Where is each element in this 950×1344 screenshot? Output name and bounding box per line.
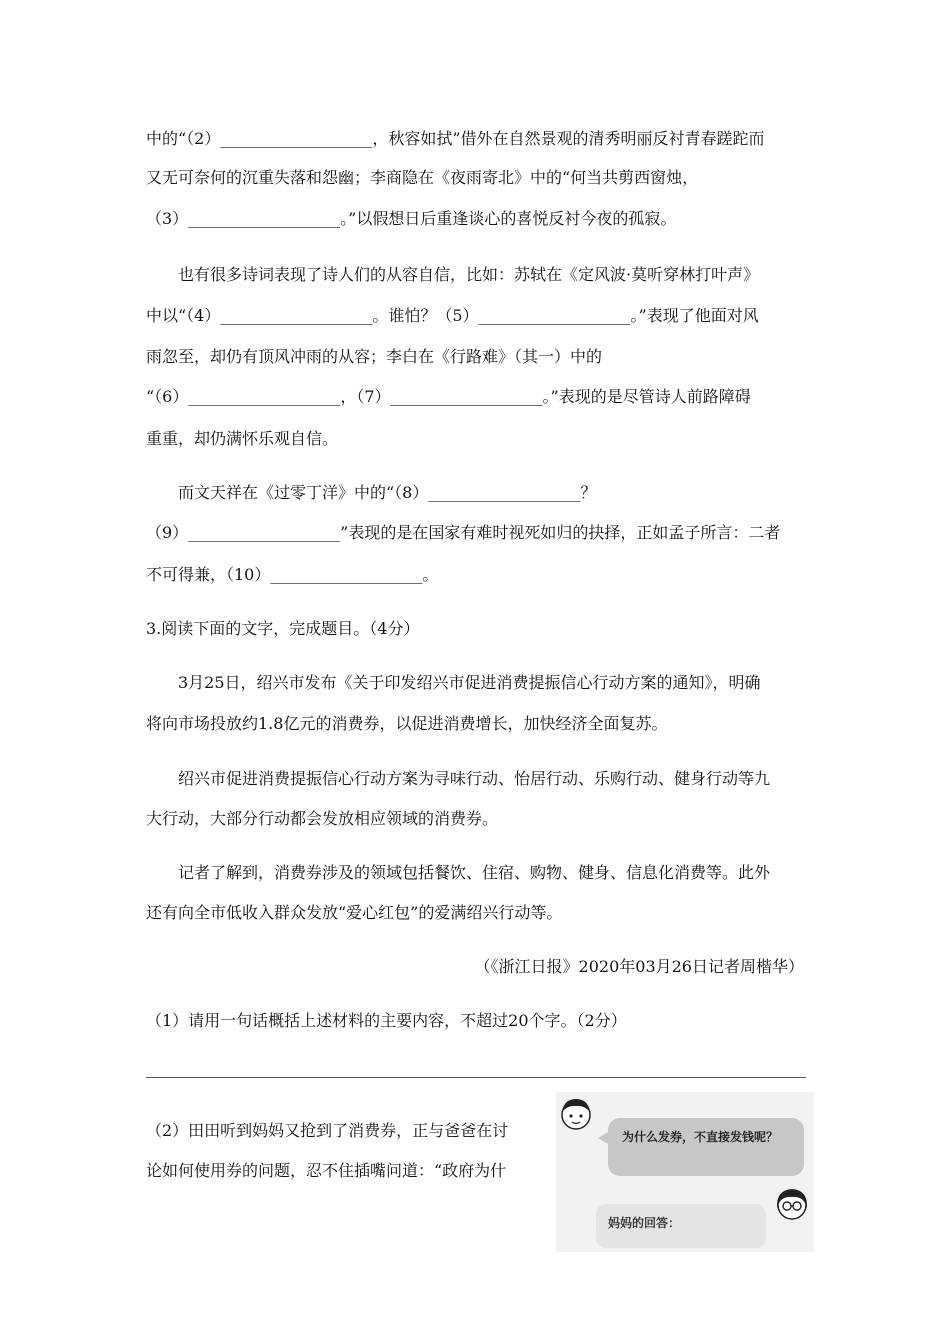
answer-bubble: 妈妈的回答： [596, 1204, 766, 1248]
poem-line: 雨忽至，却仍有顶风冲雨的从容；李白在《行路难》（其一）中的 [146, 347, 603, 366]
question-heading: 3.阅读下面的文字，完成题目。（4分） [146, 619, 420, 638]
sub-question-1: （1）请用一句话概括上述材料的主要内容，不超过20个字。（2分） [146, 1011, 627, 1030]
poem-line: 又无可奈何的沉重失落和怨幽；李商隐在《夜雨寄北》中的“何当共剪西窗烛， [146, 168, 699, 187]
poem-line: （9）___________________”表现的是在国家有难时视死如归的抉择，正如孟子所言：二者 [146, 523, 781, 542]
article-line: 3月25日，绍兴市发布《关于印发绍兴市促进消费提振信心行动方案的通知》，明确 [178, 673, 761, 692]
poem-line: （3）___________________。”以假想日后重逢谈心的喜悦反衬今夜的孤寂。 [146, 209, 677, 228]
poem-line: 重重，却仍满怀乐观自信。 [146, 429, 339, 448]
child-avatar-icon [558, 1096, 594, 1132]
poem-line: 不可得兼，（10）___________________。 [146, 565, 439, 584]
mother-avatar-icon [774, 1186, 810, 1222]
article-line: 记者了解到，消费券涉及的领域包括餐饮、住宿、购物、健身、信息化消费等。此外 [178, 863, 771, 882]
sub-question-2: 论如何使用券的问题，忍不住插嘴问道：“政府为什 [146, 1161, 507, 1180]
chat-illustration [556, 1092, 814, 1252]
poem-line: 中的“（2）___________________，秋容如拭”借外在自然景观的清秀明丽反衬青春蹉跎而 [146, 129, 765, 148]
poem-line: 而文天祥在《过零丁洋》中的“（8）___________________？ [178, 483, 597, 502]
sub-question-2: （2）田田听到妈妈又抢到了消费券，正与爸爸在讨 [146, 1121, 509, 1140]
poem-line: 中以“（4）___________________。谁怕？（5）___________________。”表现了他面对风 [146, 306, 759, 325]
article-line: 绍兴市促进消费提振信心行动方案为寻味行动、怡居行动、乐购行动、健身行动等九 [178, 769, 771, 788]
answer-line[interactable] [146, 1077, 806, 1078]
article-line: 将向市场投放约1.8亿元的消费券，以促进消费增长，加快经济全面复苏。 [146, 714, 668, 733]
poem-line: 也有很多诗词表现了诗人们的从容自信，比如：苏轼在《定风波·莫听穿林打叶声》 [178, 265, 760, 284]
question-bubble: 为什么发券，不直接发钱呢？ [608, 1118, 804, 1176]
article-source: （《浙江日报》2020年03月26日记者周楷华） [474, 957, 804, 976]
poem-line: “（6）___________________，（7）___________________。”表现的是尽管诗人前路障碍 [146, 387, 751, 406]
article-line: 大行动，大部分行动都会发放相应领域的消费券。 [146, 809, 499, 828]
article-line: 还有向全市低收入群众发放“爱心红包”的爱满绍兴行动等。 [146, 903, 563, 922]
